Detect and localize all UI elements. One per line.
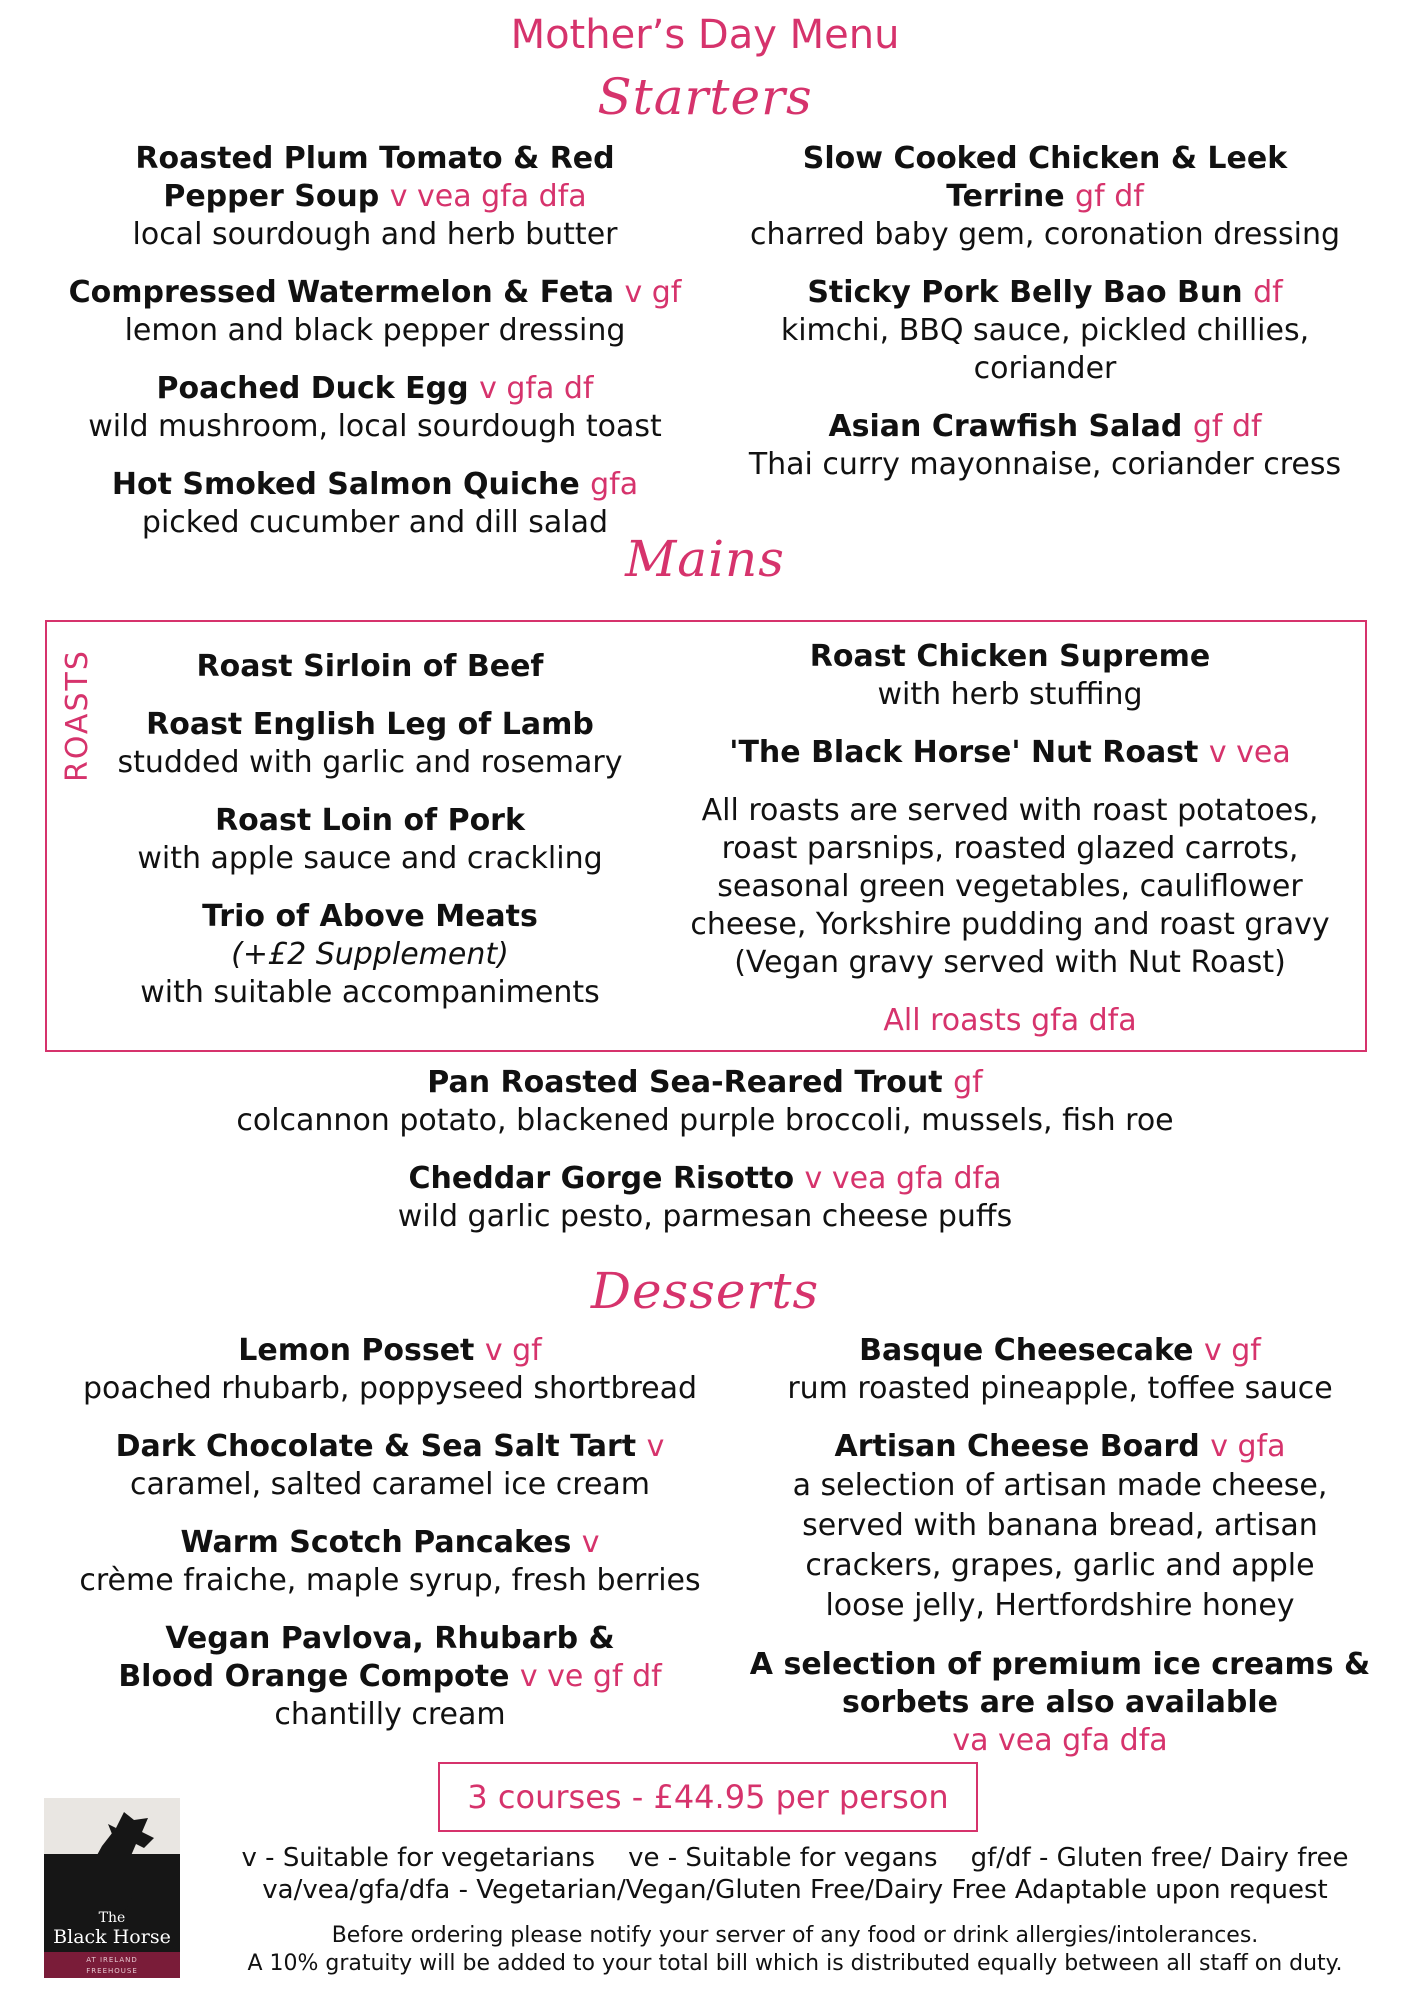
item-description: chantilly cream	[274, 1697, 506, 1732]
menu-item	[40, 370, 710, 446]
item-description: colcannon potato, blackened purple broccoli, mussels, fish roe	[236, 1103, 1174, 1138]
dietary-tags: gfa	[590, 467, 639, 502]
roasts-served-with	[660, 792, 1360, 982]
menu-item	[40, 274, 710, 350]
item-name: 'The Black Horse' Nut Roast	[729, 735, 1199, 770]
menu-item	[720, 1428, 1400, 1626]
item-name: Roast Sirloin of Beef	[196, 649, 544, 684]
item-name: Lemon Posset	[238, 1333, 475, 1368]
item-name: Poached Duck Egg	[156, 371, 469, 406]
menu-item	[50, 1620, 730, 1734]
logo-name	[44, 1910, 180, 1948]
item-description: with herb stuffing	[877, 677, 1143, 712]
item-name: Hot Smoked Salmon Quiche	[111, 467, 580, 502]
dietary-tags: v	[581, 1525, 600, 1560]
item-name: Compressed Watermelon & Feta	[68, 275, 614, 310]
item-description: rum roasted pineapple, toffee sauce	[787, 1371, 1333, 1406]
menu-item	[50, 1332, 730, 1408]
roasts-label: ROASTS	[60, 649, 95, 782]
item-name-continued: sorbets are also available	[842, 1685, 1278, 1720]
starters-right-column	[700, 140, 1390, 504]
item-description: with suitable accompaniments	[140, 975, 600, 1010]
menu-item	[100, 898, 640, 1012]
menu-item	[100, 802, 640, 878]
item-description: wild mushroom, local sourdough toast	[88, 409, 662, 444]
section-heading-starters: Starters	[597, 68, 813, 126]
dietary-tags: v gf	[484, 1333, 542, 1368]
allergy-notice: Before ordering please notify your server of any food or drink allergies/intolerances.	[331, 1923, 1259, 1948]
item-name-continued: Blood Orange Compote	[118, 1659, 510, 1694]
item-description: lemon and black pepper dressing	[124, 313, 626, 348]
item-description: Thai curry mayonnaise, coriander cress	[748, 447, 1342, 482]
black-horse-logo	[44, 1798, 180, 1978]
dietary-tags: v vea gfa dfa	[804, 1161, 1002, 1196]
menu-item	[40, 140, 710, 254]
dietary-tags: v gfa	[1210, 1429, 1286, 1464]
logo-bar	[44, 1952, 180, 1978]
item-name: Artisan Cheese Board	[834, 1429, 1200, 1464]
dietary-tags: gf df	[1075, 179, 1144, 214]
horse-icon	[44, 1798, 180, 1918]
menu-item	[100, 706, 640, 782]
dietary-tags: gf	[953, 1065, 983, 1100]
item-description: picked cucumber and dill salad	[141, 505, 609, 540]
starters-left-column	[40, 140, 710, 562]
page-title: Mother’s Day Menu	[510, 12, 900, 58]
mains-column	[0, 1064, 1410, 1256]
menu-item	[660, 638, 1360, 714]
item-name: Trio of Above Meats	[202, 899, 538, 934]
served-with-line: All roasts are served with roast potatoes,	[701, 793, 1319, 828]
menu-item	[720, 1332, 1400, 1408]
item-note: (+£2 Supplement)	[231, 937, 509, 972]
item-name: Roasted Plum Tomato & Red	[135, 141, 615, 176]
item-name-continued: Terrine	[946, 179, 1065, 214]
item-description-line: crackers, grapes, garlic and apple	[805, 1548, 1315, 1583]
dietary-legend-line-2: va/vea/gfa/dfa - Vegetarian/Vegan/Gluten Free/Dairy Free Adaptable upon request	[262, 1875, 1328, 1905]
item-name: Basque Cheesecake	[859, 1333, 1194, 1368]
menu-item	[0, 1160, 1410, 1236]
roasts-left-column	[100, 648, 640, 1032]
item-description: studded with garlic and rosemary	[117, 745, 623, 780]
item-description: caramel, salted caramel ice cream	[129, 1467, 651, 1502]
item-name-continued: Pepper Soup	[163, 179, 380, 214]
item-name: Roast Chicken Supreme	[809, 639, 1211, 674]
item-description: charred baby gem, coronation dressing	[749, 217, 1341, 252]
item-name: Dark Chocolate & Sea Salt Tart	[115, 1429, 637, 1464]
item-name: Pan Roasted Sea-Reared Trout	[427, 1065, 943, 1100]
item-description-line: a selection of artisan made cheese,	[792, 1468, 1328, 1503]
roasts-right-column	[660, 638, 1360, 1040]
dietary-tags: v ve gf df	[519, 1659, 662, 1694]
dietary-legend-line-1: v - Suitable for vegetarians ve - Suitable for vegans gf/df - Gluten free/ Dairy free	[241, 1843, 1349, 1873]
dietary-tags: v vea	[1208, 735, 1291, 770]
dietary-tags: v gf	[624, 275, 682, 310]
desserts-left-column	[50, 1332, 730, 1754]
logo-main-text: Black Horse	[53, 1926, 171, 1948]
item-name: Roast Loin of Pork	[215, 803, 525, 838]
item-description-line: loose jelly, Hertfordshire honey	[825, 1588, 1295, 1623]
logo-sub-text: AT IRELAND	[86, 1956, 138, 1964]
logo-the-text: The	[98, 1910, 126, 1926]
served-with-line: (Vegan gravy served with Nut Roast)	[734, 945, 1286, 980]
item-name: Sticky Pork Belly Bao Bun	[807, 275, 1243, 310]
item-name: Warm Scotch Pancakes	[180, 1525, 572, 1560]
logo-sub-text: FREEHOUSE	[86, 1967, 138, 1975]
dietary-tags: v	[646, 1429, 665, 1464]
gratuity-notice: A 10% gratuity will be added to your total bill which is distributed equally between all staff on duty.	[247, 1951, 1343, 1976]
dietary-tags: v gf	[1203, 1333, 1261, 1368]
section-heading-mains: Mains	[625, 530, 785, 588]
item-description-continued: coriander	[973, 351, 1117, 386]
menu-item	[0, 1064, 1410, 1140]
served-with-line: roast parsnips, roasted glazed carrots,	[721, 831, 1299, 866]
item-description: wild garlic pesto, parmesan cheese puffs	[397, 1199, 1013, 1234]
item-name: Roast English Leg of Lamb	[146, 707, 594, 742]
item-description: poached rhubarb, poppyseed shortbread	[82, 1371, 698, 1406]
menu-item	[50, 1524, 730, 1600]
item-description: kimchi, BBQ sauce, pickled chillies,	[780, 313, 1310, 348]
item-name: A selection of premium ice creams &	[749, 1647, 1371, 1682]
menu-item	[50, 1428, 730, 1504]
menu-item	[700, 408, 1390, 484]
section-heading-desserts: Desserts	[590, 1262, 820, 1320]
served-with-line: cheese, Yorkshire pudding and roast gravy	[690, 907, 1330, 942]
menu-item	[100, 648, 640, 686]
dietary-tags: va vea gfa dfa	[952, 1723, 1168, 1758]
menu-item	[660, 734, 1360, 772]
item-name: Slow Cooked Chicken & Leek	[802, 141, 1288, 176]
item-name: Vegan Pavlova, Rhubarb &	[165, 1621, 615, 1656]
roasts-dietary-tags: All roasts gfa dfa	[883, 1003, 1137, 1038]
item-description: local sourdough and herb butter	[132, 217, 618, 252]
dietary-tags: v vea gfa dfa	[389, 179, 587, 214]
dietary-tags: df	[1253, 275, 1283, 310]
menu-item	[720, 1646, 1400, 1760]
desserts-right-column	[720, 1332, 1400, 1780]
price-box: 3 courses - £44.95 per person	[438, 1762, 978, 1832]
item-description: crème fraiche, maple syrup, fresh berries	[79, 1563, 701, 1598]
menu-item	[700, 140, 1390, 254]
item-name: Cheddar Gorge Risotto	[408, 1161, 795, 1196]
menu-item	[700, 274, 1390, 388]
item-name: Asian Crawfish Salad	[828, 409, 1183, 444]
dietary-tags: v gfa df	[479, 371, 594, 406]
item-description-line: served with banana bread, artisan	[802, 1508, 1318, 1543]
dietary-tags: gf df	[1192, 409, 1262, 444]
served-with-line: seasonal green vegetables, cauliflower	[717, 869, 1303, 904]
item-description: with apple sauce and crackling	[137, 841, 603, 876]
